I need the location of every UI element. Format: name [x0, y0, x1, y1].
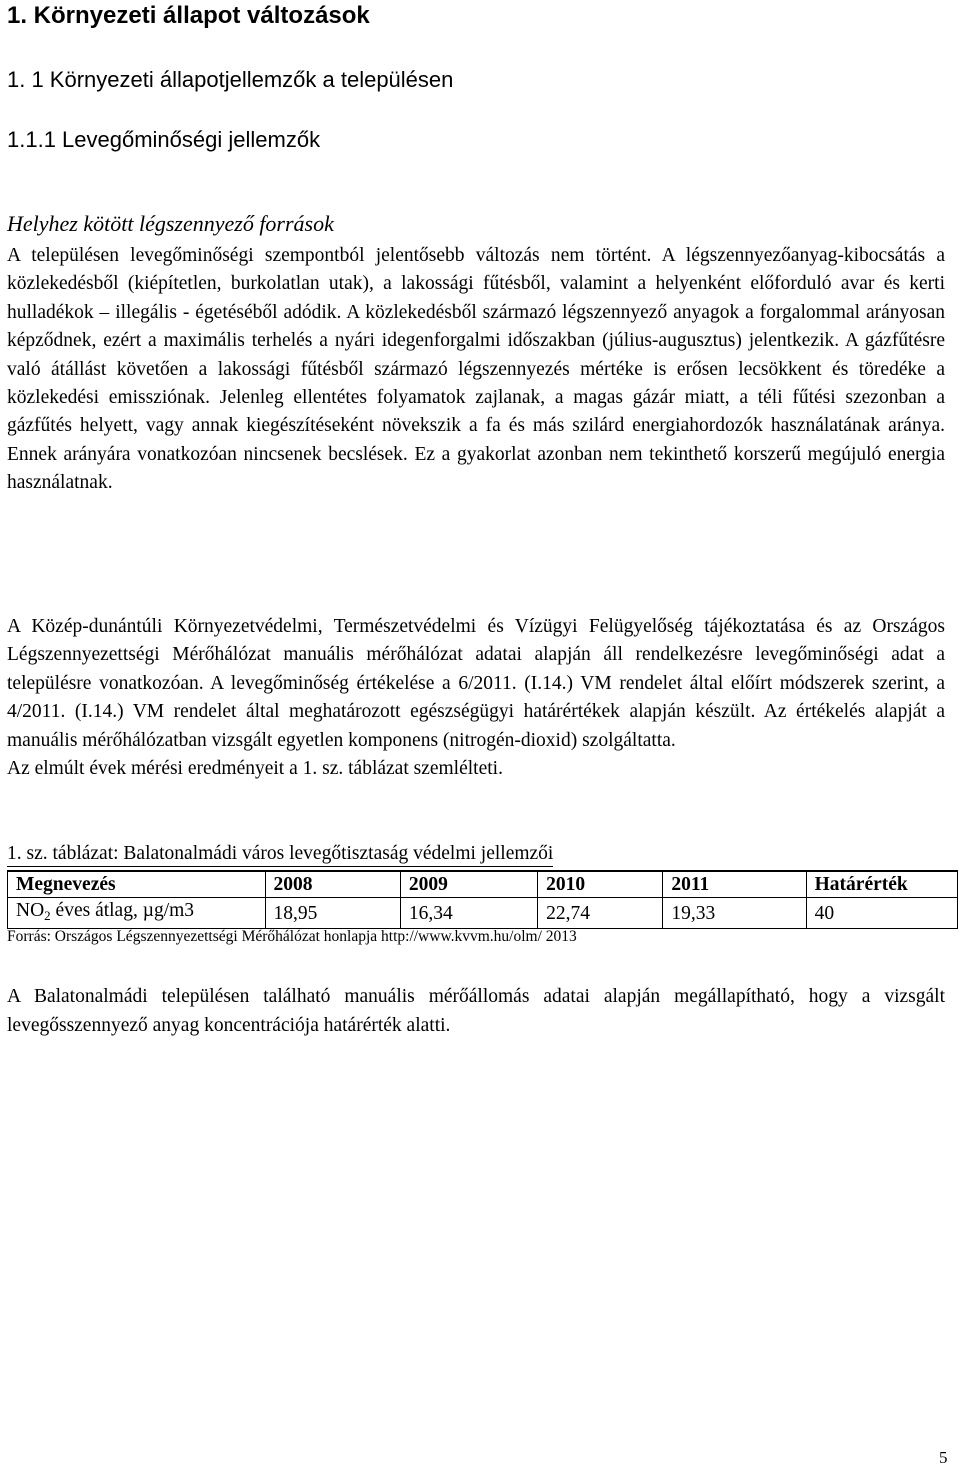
table-row-label — [8, 898, 266, 929]
heading-level-2: 1. 1 Környezeti állapotjellemzők a településen — [7, 67, 454, 92]
table-header-cell: 2010 — [538, 871, 663, 898]
paragraph-conclusion: A Balatonalmádi településen található manuális mérőállomás adatai alapján megállapítható, hogy a vizsgált levegősszennyező anyag koncentrációja határérték alatti. — [7, 986, 945, 1036]
paragraph-emission-sources: A településen levegőminőségi szempontból jelentősebb változás nem történt. A légszennyezőanyag-kibocsátás a közlekedésből (kiépítetlen, burkolatlan utak), a lakossági fűtésből, valamint a helyenként előforduló avar és kerti hulladékok – illegális - égetéséből adódik. A közlekedésből származó légszennyező anyagok a forgalommal arányosan képződnek, ezért a maximális terhelés a nyári idegenforgalmi időszakban (július-augusztus) jelentkezik. A gázfűtésre való átállást követően a lakossági fűtésből származó légszennyezés mértéke is erősen lecsökkent és töredéke a közlekedési emissziónak. Jelenleg ellentétes folyamatok zajlanak, a magas gázár miatt, a téli fűtési szezonban a gázfűtés helyett, vagy annak kiegészítéseként növekszik a fa és más szilárd energiahordozók használatának aránya. Ennek arányára vonatkozóan nincsenek becslések. Ez a gyakorlat azonban nem tekinthető korszerű megújuló energia használatnak. — [7, 245, 945, 494]
table-source-note: Forrás: Országos Légszennyezettségi Mérőhálózat honlapja http://www.kvvm.hu/olm/ 2013 — [7, 928, 577, 945]
table-cell: 18,95 — [265, 898, 400, 929]
air-quality-table — [7, 870, 958, 929]
heading-level-4: Helyhez kötött légszennyező források — [7, 211, 334, 236]
heading-level-1: 1. Környezeti állapot változások — [7, 2, 370, 29]
table-header-cell: 2008 — [265, 871, 400, 898]
table-cell: 19,33 — [663, 898, 806, 929]
page-number: 5 — [939, 1448, 948, 1467]
table-caption: 1. sz. táblázat: Balatonalmádi város levegőtisztaság védelmi jellemzői — [7, 842, 553, 867]
table-header-cell: 2009 — [400, 871, 537, 898]
table-header-cell: Megnevezés — [8, 871, 266, 898]
paragraph-measurement-network — [7, 613, 945, 783]
paragraph-measurement-body: A Közép-dunántúli Környezetvédelmi, Természetvédelmi és Vízügyi Felügyelőség tájékoztatása és az Országos Légszennyezettségi Mérőhálózat manuális mérőhálózat adatai alapján áll rendelkezésre levegőminőségi adat a településre vonatkozóan. A levegőminőség értékelése a 6/2011. (I.14.) VM rendelet által előírt módszerek szerint, a 4/2011. (I.14.) VM rendelet által meghatározott egészségügyi határértékek alapján készült. Az értékelés alapját a manuális mérőhálózatban vizsgált egyetlen komponens (nitrogén-dioxid) szolgáltatta. — [7, 616, 945, 751]
pollutant-name: NO — [16, 900, 45, 921]
table-header-row — [8, 871, 958, 898]
pollutant-subscript: 2 — [44, 908, 51, 923]
table-header-cell: 2011 — [663, 871, 806, 898]
table-row — [8, 898, 958, 929]
table-cell: 16,34 — [400, 898, 537, 929]
table-cell: 22,74 — [538, 898, 663, 929]
heading-level-3: 1.1.1 Levegőminőségi jellemzők — [7, 127, 321, 152]
table-header-cell: Határérték — [806, 871, 957, 898]
table-cell: 40 — [806, 898, 957, 929]
pollutant-description: éves átlag, µg/m3 — [50, 900, 195, 921]
paragraph-table-reference: Az elmúlt évek mérési eredményeit a 1. sz. táblázat szemlélteti. — [7, 758, 503, 780]
